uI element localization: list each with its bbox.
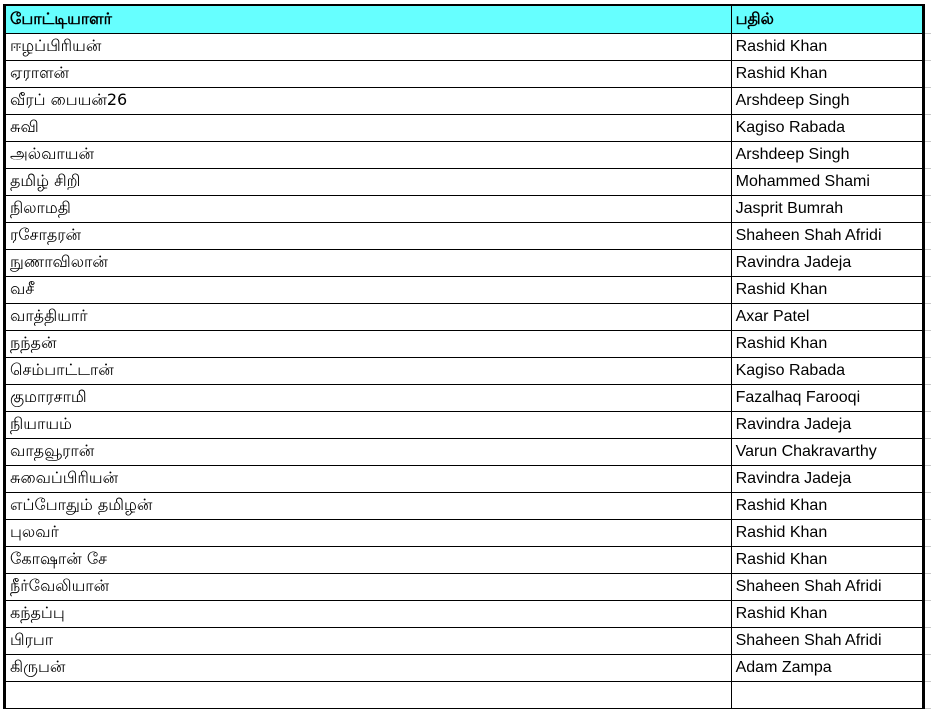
answer-cell[interactable]: Kagiso Rabada [731,357,923,384]
answer-cell[interactable]: Shaheen Shah Afridi [731,573,923,600]
answer-cell[interactable]: Rashid Khan [731,519,923,546]
table-row [5,114,932,141]
table-row [5,627,932,654]
spreadsheet [3,4,931,716]
empty-cell[interactable] [923,249,931,276]
answer-cell[interactable]: Ravindra Jadeja [731,411,923,438]
answer-cell[interactable]: Rashid Khan [731,276,923,303]
participant-cell[interactable]: நந்தன் [5,330,732,357]
empty-cell[interactable] [923,33,931,60]
answer-cell[interactable]: Shaheen Shah Afridi [731,627,923,654]
table-row [5,276,932,303]
table-row [5,573,932,600]
participant-cell[interactable]: செம்பாட்டான் [5,357,732,384]
table-row [5,654,932,681]
empty-cell[interactable] [923,546,931,573]
answer-cell[interactable]: Arshdeep Singh [731,141,923,168]
header-row [5,5,932,33]
answer-cell[interactable]: Adam Zampa [731,654,923,681]
answer-cell[interactable]: Rashid Khan [731,330,923,357]
answer-cell[interactable]: Rashid Khan [731,492,923,519]
participant-cell[interactable]: தமிழ் சிறி [5,168,732,195]
empty-cell[interactable] [923,87,931,114]
participant-cell[interactable]: கோஷான் சே [5,546,732,573]
participant-cell[interactable] [5,681,732,708]
empty-cell[interactable] [923,492,931,519]
empty-cell[interactable] [923,114,931,141]
empty-cell[interactable] [923,681,931,708]
empty-cell[interactable] [923,600,931,627]
empty-cell[interactable] [923,654,931,681]
participant-cell[interactable]: அல்வாயன் [5,141,732,168]
table-row [5,438,932,465]
table-row [5,411,932,438]
empty-cell[interactable] [923,5,931,33]
participant-cell[interactable]: நியாயம் [5,411,732,438]
table-row [5,600,932,627]
empty-cell[interactable] [923,222,931,249]
answer-cell[interactable]: Rashid Khan [731,33,923,60]
empty-cell[interactable] [923,141,931,168]
participant-cell[interactable]: குமாரசாமி [5,384,732,411]
empty-cell[interactable] [923,573,931,600]
participant-cell[interactable]: வாத்தியார் [5,303,732,330]
header-cell-participant[interactable]: போட்டியாளர் [5,5,732,33]
participant-cell[interactable]: கிருபன் [5,654,732,681]
participant-cell[interactable]: வாதவூரான் [5,438,732,465]
table-row [5,519,932,546]
table-row [5,249,932,276]
table-row [5,222,932,249]
table-row [5,60,932,87]
empty-cell[interactable] [923,60,931,87]
participant-cell[interactable]: ஈழப்பிரியன் [5,33,732,60]
empty-cell[interactable] [923,303,931,330]
results-table [3,4,931,709]
participant-cell[interactable]: வசீ [5,276,732,303]
table-row [5,141,932,168]
table-row [5,330,932,357]
participant-cell[interactable]: கந்தப்பு [5,600,732,627]
participant-cell[interactable]: நீர்வேலியான் [5,573,732,600]
participant-cell[interactable]: ரசோதரன் [5,222,732,249]
participant-cell[interactable]: பிரபா [5,627,732,654]
empty-cell[interactable] [923,330,931,357]
header-cell-answer[interactable]: பதில் [731,5,923,33]
empty-cell[interactable] [923,195,931,222]
table-row [5,168,932,195]
empty-cell[interactable] [923,627,931,654]
table-row [5,681,932,708]
participant-cell[interactable]: ஏராளன் [5,60,732,87]
table-row [5,492,932,519]
answer-cell[interactable]: Rashid Khan [731,600,923,627]
answer-cell[interactable]: Fazalhaq Farooqi [731,384,923,411]
answer-cell[interactable]: Varun Chakravarthy [731,438,923,465]
answer-cell[interactable]: Rashid Khan [731,546,923,573]
participant-cell[interactable]: புலவர் [5,519,732,546]
answer-cell[interactable]: Axar Patel [731,303,923,330]
answer-cell[interactable]: Kagiso Rabada [731,114,923,141]
answer-cell[interactable]: Ravindra Jadeja [731,249,923,276]
table-row [5,357,932,384]
table-row [5,195,932,222]
participant-cell[interactable]: நுணாவிலான் [5,249,732,276]
participant-cell[interactable]: எப்போதும் தமிழன் [5,492,732,519]
answer-cell[interactable]: Rashid Khan [731,60,923,87]
participant-cell[interactable]: சுவி [5,114,732,141]
table-row [5,465,932,492]
empty-cell[interactable] [923,465,931,492]
participant-cell[interactable]: சுவைப்பிரியன் [5,465,732,492]
table-row [5,33,932,60]
table-row [5,546,932,573]
participant-cell[interactable]: நிலாமதி [5,195,732,222]
empty-cell[interactable] [923,357,931,384]
participant-cell[interactable]: வீரப் பையன்26 [5,87,732,114]
empty-cell[interactable] [923,276,931,303]
table-row [5,303,932,330]
table-row [5,384,932,411]
answer-cell[interactable]: Arshdeep Singh [731,87,923,114]
answer-cell[interactable] [731,681,923,708]
answer-cell[interactable]: Jasprit Bumrah [731,195,923,222]
empty-cell[interactable] [923,168,931,195]
empty-cell[interactable] [923,519,931,546]
answer-cell[interactable]: Mohammed Shami [731,168,923,195]
empty-cell[interactable] [923,384,931,411]
empty-cell[interactable] [923,438,931,465]
empty-cell[interactable] [923,411,931,438]
answer-cell[interactable]: Shaheen Shah Afridi [731,222,923,249]
answer-cell[interactable]: Ravindra Jadeja [731,465,923,492]
table-row [5,87,932,114]
